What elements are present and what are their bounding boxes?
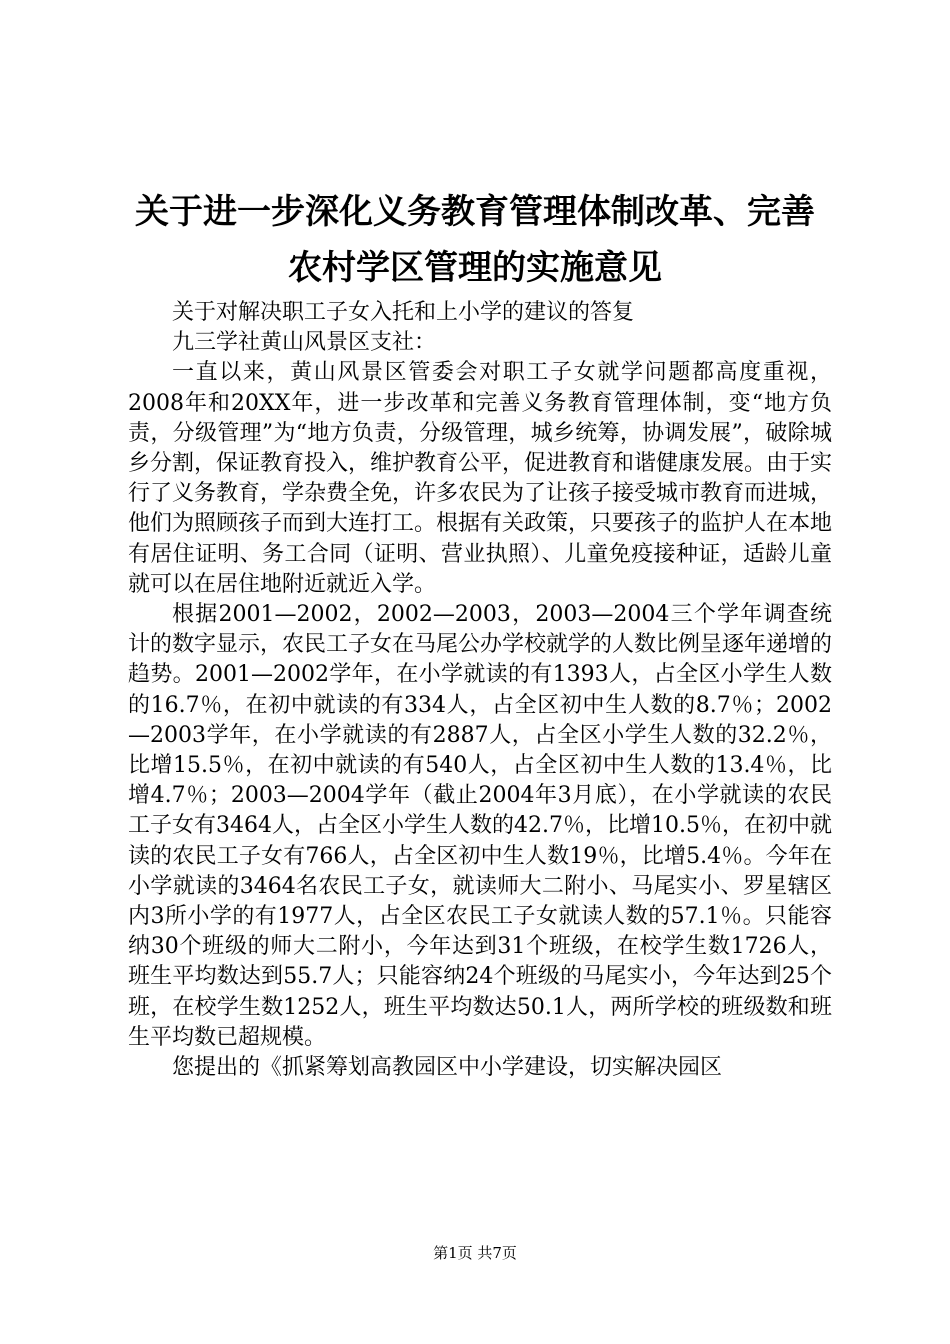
paragraph-subject: 关于对解决职工子女入托和上小学的建议的答复 [172,300,635,325]
document-title [110,184,840,296]
paragraph-background: 一直以来，黄山风景区管委会对职工子女就学问题都高度重视，2008年和20XX年，进一步改革和完善义务教育管理体制，变“地方负责，分级管理”为“地方负责，分级管理，城乡统筹，协调发展”，破除城乡分割，保证教育投入，维护教育公平，促进教育和谐健康发展。由于实行了义务教育，学杂费全免，许多农民为了让孩子接受城市教育而进城，他们为照顾孩子而到大连打工。根据有关政策，只要孩子的监护人在本地有居住证明、务工合同（证明、营业执照）、儿童免疫接种证，适龄儿童就可以在居住地附近就近入学。 [128,360,833,597]
paragraph-addressee: 九三学社黄山风景区支社： [172,330,437,356]
document-body [128,298,832,1083]
paragraph-statistics: 根据2001—2002，2002—2003，2003—2004三个学年调查统计的数字显示，农民工子女在马尾公办学校就学的人数比例呈逐年递增的趋势。2001—2002学年，在小学就读的有1393人，占全区小学生人数的16.7％，在初中就读的有334人，占全区初中生人数的8.7％；2002—2003学年，在小学就读的有2887人，占全区小学生人数的32.2％，比增15.5％，在初中就读的有540人，占全区初中生人数的13.4％，比增4.7％；2003—2004学年（截止2004年3月底），在小学就读的农民工子女有3464人，占全区小学生人数的42.7％，比增10.5％，在初中就读的农民工子女有766人，占全区初中生人数19％，比增5.4％。今年在小学就读的3464名农民工子女，就读师大二附小、马尾实小、罗星辖区内3所小学的有1977人，占全区农民工子女就读人数的57.1％。只能容纳30个班级的师大二附小，今年达到31个班级，在校学生数1726人，班生平均数达到55.7人；只能容纳24个班级的马尾实小，今年达到25个班，在校学生数1252人，班生平均数达50.1人，两所学校的班级数和班生平均数已超规模。 [128,602,833,1050]
paragraph-proposal: 您提出的《抓紧筹划高教园区中小学建设，切实解决园区 [172,1055,723,1081]
title-line-2: 农村学区管理的实施意见 [288,248,662,288]
page-footer: 第1页 共7页 [433,1244,517,1262]
title-line-1: 关于进一步深化义务教育管理体制改革、完善 [135,192,815,232]
